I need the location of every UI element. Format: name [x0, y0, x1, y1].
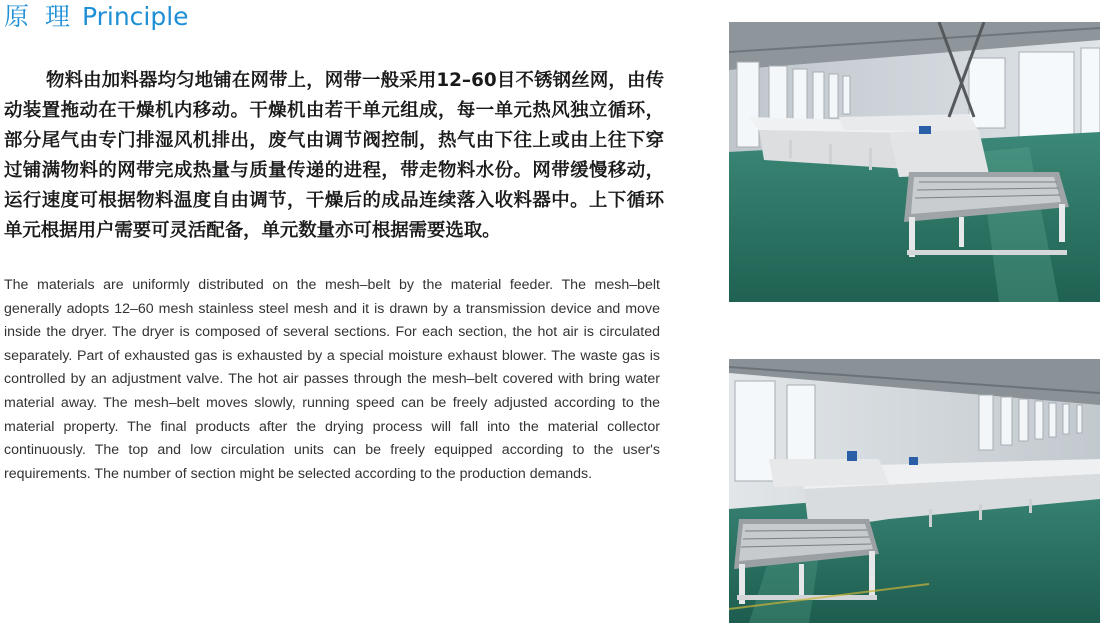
heading-en: Principle [81, 2, 189, 31]
section-heading [4, 2, 189, 32]
chinese-description: 物料由加料器均匀地铺在网带上，网带一般采用12–60目不锈钢丝网，由传动装置拖动在干燥机内移动。干燥机由若干单元组成，每一单元热风独立循环，部分尾气由专门排湿风机排出，废气由调节阀控制，热气由下往上或由上往下穿过铺满物料的网带完成热量与质量传递的进程，带走物料水份。网带缓慢移动，运行速度可根据物料温度自由调节，干燥后的成品连续落入收料器中。上下循环单元根据用户需要可灵活配备，单元数量亦可根据需要选取。 [4, 70, 664, 241]
english-description: The materials are uniformly distributed on the mesh–belt by the material feeder. The mesh–belt generally adopts 12–60 mesh stainless steel mesh and it is drawn by a transmission device and move inside the dryer. The dryer is composed of several sections. For each section, the hot air is circulated separately. Part of exhausted gas is exhausted by a special moisture exhaust blower. The waste gas is controlled by an adjustment valve. The hot air passes through the mesh–belt covered with bring water material away. The mesh–belt moves slowly, running speed can be freely adjusted according to the material property. The final products after the drying process will fall into the material collector continuously. The top and low circulation units can be freely equipped according to the user's requirements. The number of section might be selected according to the production demands. [4, 277, 660, 482]
dryer-photo-2 [729, 359, 1100, 623]
dryer-photo-1 [729, 22, 1100, 302]
heading-cn: 原 理 [4, 2, 74, 31]
